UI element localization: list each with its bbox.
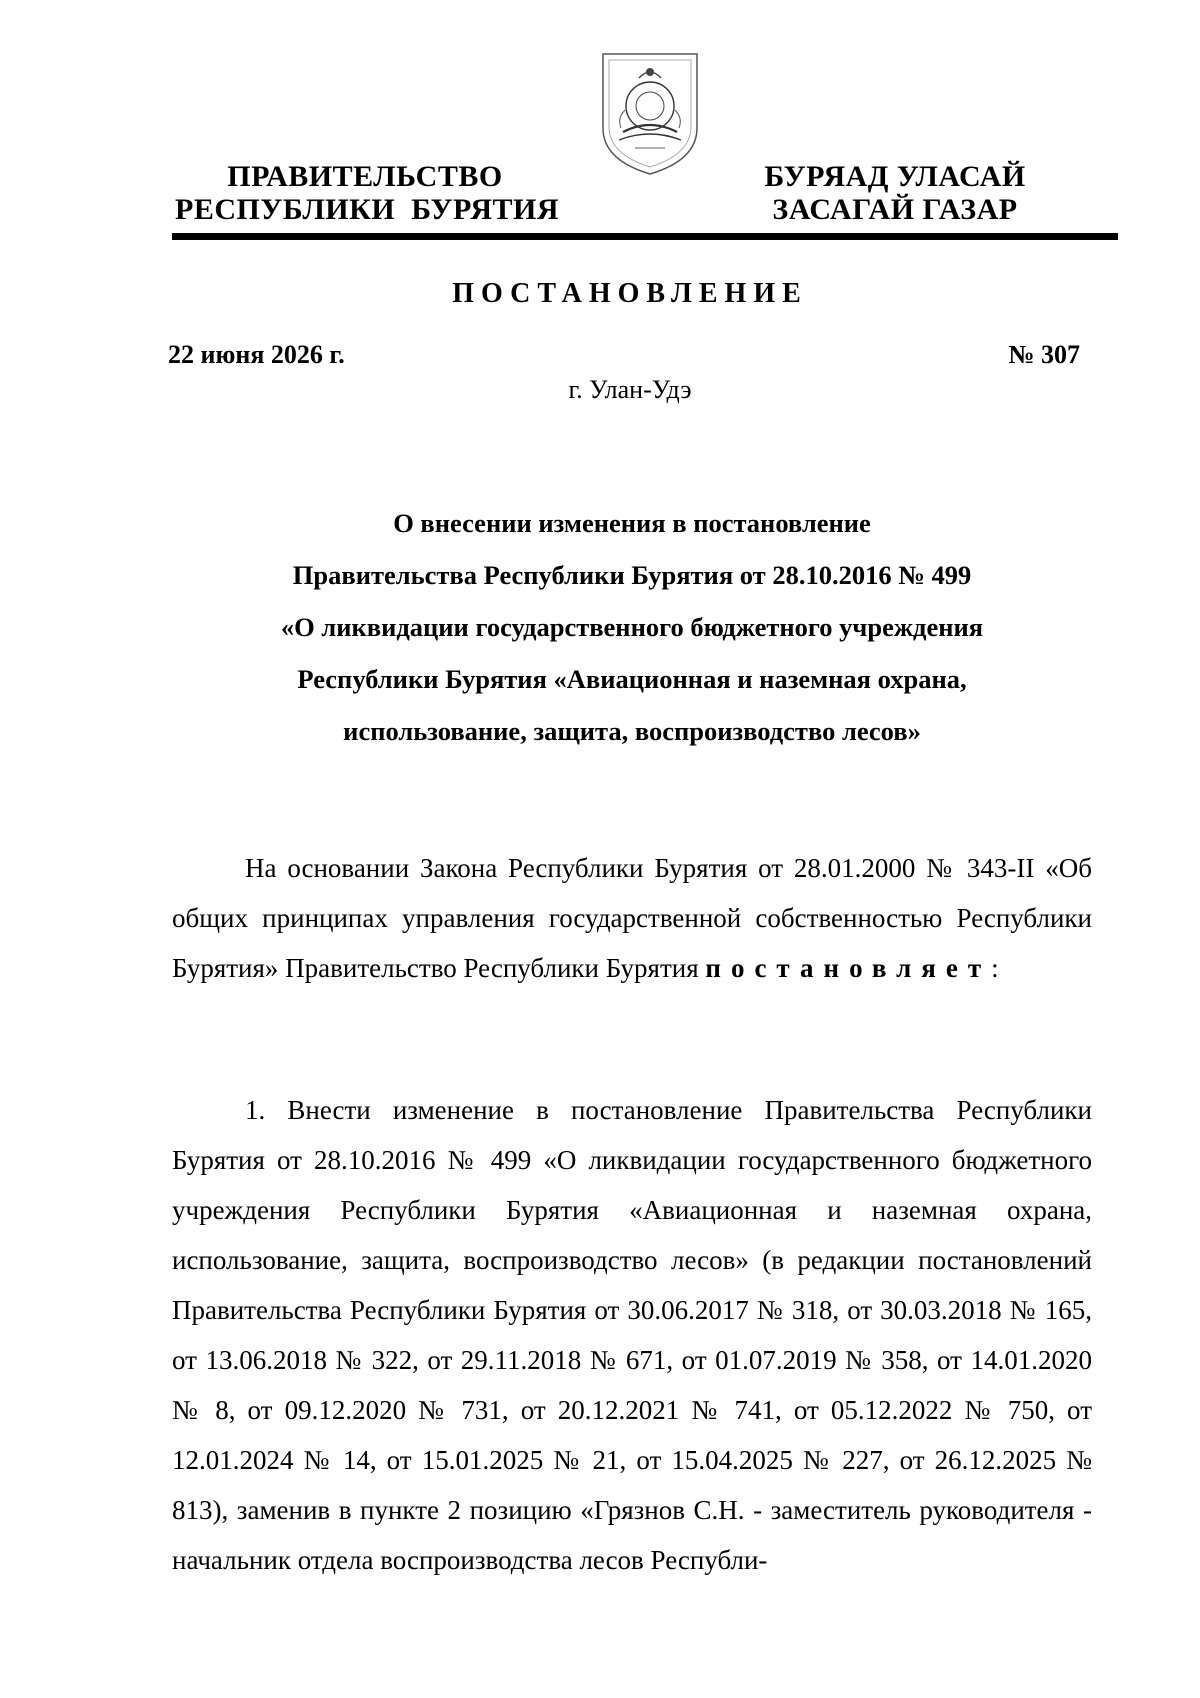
preamble-verb: постановляет <box>705 953 992 983</box>
authority-name-ru-line1: ПРАВИТЕЛЬСТВО <box>227 160 503 193</box>
authority-name-bua <box>755 160 1035 226</box>
authority-name-ru-line2: РЕСПУБЛИКИ БУРЯТИЯ <box>175 193 560 226</box>
title-line: «О ликвидации государственного бюджетного учреждения <box>280 612 984 642</box>
item-1-paragraph: 1. Внести изменение в постановление Правительства Республики Бурятия от 28.10.2016 № 499 «О ликвидации государственного бюджетного учреждения Республики Бурятия «Авиационная и наземная охрана, использование, защита, воспроизводство лесов» (в редакции постановлений Правительства Республики Бурятия от 30.06.2017 № 318, от 30.03.2018 № 165, от 13.06.2018 № 322, от 29.11.2018 № 671, от 01.07.2019 № 358, от 14.01.2020 № 8, от 09.12.2020 № 731, от 20.12.2021 № 741, от 05.12.2022 № 750, от 12.01.2024 № 14, от 15.01.2025 № 21, от 15.04.2025 № 227, от 26.12.2025 № 813), заменив в пункте 2 позицию «Грязнов С.Н. - заместитель руководителя - начальник отдела воспроизводства лесов Республи- <box>172 1095 1092 1575</box>
preamble-text: На основании Закона Республики Бурятия от 28.01.2000 № 343-II «Об общих принципах управления государственной собственностью Республики Бурятия» Правительство Республики Бурятия <box>172 853 1092 983</box>
header-divider <box>172 233 1118 240</box>
document-number: № 307 <box>1008 340 1080 369</box>
title-line: Правительства Республики Бурятия от 28.10.2016 № 499 <box>292 560 972 590</box>
title-line: Республики Бурятия «Авиационная и наземная охрана, <box>297 664 967 694</box>
authority-name-bua-line1: БУРЯАД УЛАСАЙ <box>764 160 1026 193</box>
document-date: 22 июня 2026 г. <box>168 340 345 369</box>
preamble-end: : <box>991 953 999 983</box>
title-line: О внесении изменения в постановление <box>393 508 871 538</box>
coat-of-arms-icon <box>595 48 705 178</box>
title-line: использование, защита, воспроизводство лесов» <box>343 716 921 746</box>
document-title <box>172 497 1092 757</box>
authority-name-ru <box>175 160 560 226</box>
preamble-paragraph <box>172 843 1092 993</box>
authority-name-bua-line2: ЗАСАГАЙ ГАЗАР <box>772 193 1018 226</box>
document-type: ПОСТАНОВЛЕНИЕ <box>452 278 808 309</box>
document-city: г. Улан-Удэ <box>568 375 692 404</box>
